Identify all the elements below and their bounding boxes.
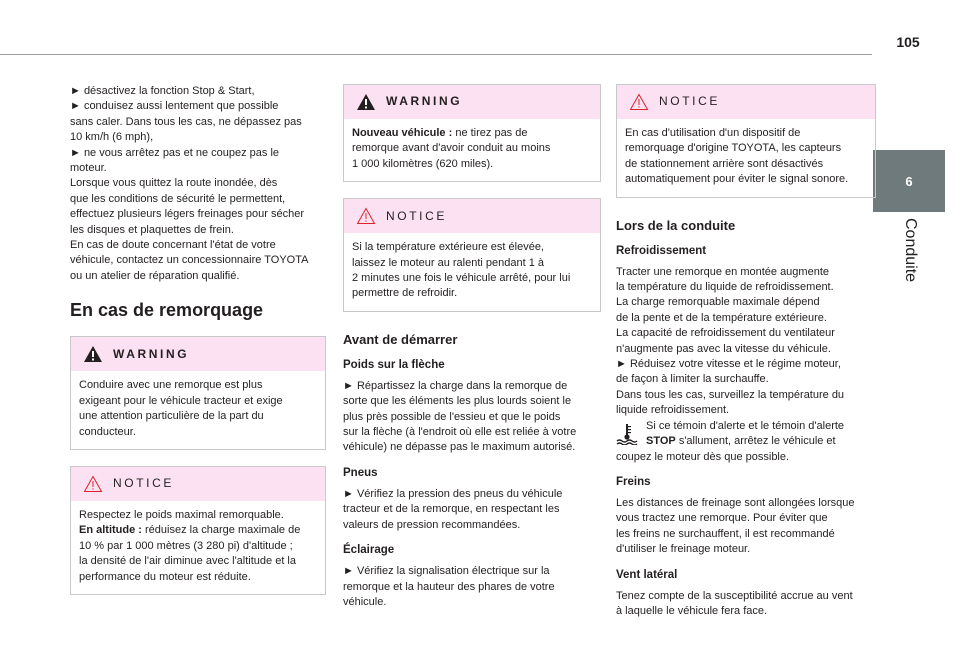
text-line: performance du moteur est réduite. [79, 570, 251, 583]
text-line: automatiquement pour éviter le signal sonore. [625, 173, 849, 186]
drawbar-text [343, 379, 601, 456]
text-line: Tracter une remorque en montée augmente [616, 265, 829, 278]
text-line: permettre de refroidir. [352, 287, 458, 300]
text-line: de stationnement arrière sont désactivés [625, 157, 824, 170]
text-line: ► désactivez la fonction Stop & Start, [70, 85, 255, 97]
text-line: Conduire avec une remorque est plus [79, 379, 263, 392]
text-line: La capacité de refroidissement du ventilateur [616, 327, 835, 340]
text-line: vous tractez une remorque. Pour éviter que [616, 512, 828, 525]
warning-header [71, 337, 325, 371]
text-line: les freins ne surchauffent, il est recommandé [616, 527, 835, 540]
text-line: la température du liquide de refroidissement. [616, 281, 834, 294]
text-line: moteur. [70, 162, 107, 175]
warning-text [71, 371, 325, 449]
alert-line: coupez le moteur dès que possible. [616, 450, 790, 463]
warning-box [70, 336, 326, 450]
header-rule [0, 54, 872, 55]
notice-box-temperature [343, 198, 601, 312]
chapter-label: Conduite [902, 218, 919, 283]
column-1 [70, 84, 326, 611]
text-line: remorquage d'origine TOYOTA, les capteurs [625, 142, 842, 155]
text-line: Tenez compte de la susceptibilité accrue au vent [616, 589, 853, 602]
coolant-alert-paragraph [616, 419, 876, 465]
column-3 [616, 84, 876, 619]
text-line: liquide refroidissement. [616, 404, 730, 417]
notice-label: NOTICE [386, 208, 447, 223]
warning-rest [352, 141, 592, 172]
notice-line-rest: réduisez la charge maximale de [141, 524, 301, 537]
subheading-crosswind: Vent latéral [616, 568, 678, 581]
text-line: ► conduisez aussi lentement que possible [70, 100, 279, 113]
coolant-temperature-icon [616, 423, 638, 445]
tyres-text [343, 487, 601, 533]
lighting-text [343, 564, 601, 610]
notice-header [71, 467, 325, 501]
warning-bold: Nouveau véhicule : [352, 127, 453, 139]
notice-icon [83, 475, 103, 493]
notice-text [71, 501, 325, 594]
text-line: remorque avant d'avoir conduit au moins [352, 142, 551, 155]
text-line: tracteur et de la remorque, en respectant les [343, 503, 560, 516]
notice-line [79, 523, 317, 538]
notice-icon [356, 207, 376, 225]
notice-label: NOTICE [113, 476, 174, 491]
chapter-tab[interactable] [873, 150, 945, 212]
text-line: ► Vérifiez la pression des pneus du véhicule [343, 487, 563, 500]
text-line: sur la flèche (à l'endroit où elle est reliée à votre [343, 426, 577, 439]
text-line: En cas d'utilisation d'un dispositif de [625, 127, 801, 139]
text-line: 10 % par 1 000 mètres (3 280 pi) d'altitude ; [79, 539, 293, 552]
text-line: de la pente et de la température extérieure. [616, 311, 827, 324]
alert-bold: STOP [646, 435, 676, 448]
text-line: 10 km/h (6 mph), [70, 131, 154, 144]
text-line: conducteur. [79, 425, 136, 438]
intro-text [70, 84, 326, 284]
notice-rest [79, 539, 317, 585]
chapter-number: 6 [905, 173, 913, 189]
text-line: que les conditions de sécurité le permettent, [70, 192, 286, 205]
text-line: ► Réduisez votre vitesse et le régime moteur, [616, 358, 841, 371]
subheading-brakes: Freins [616, 475, 651, 488]
warning-text [344, 119, 600, 181]
text-line: 2 minutes une fois le véhicule arrêté, pour lui [352, 272, 571, 285]
brakes-text [616, 496, 876, 558]
text-line: de façon à limiter la surchauffe. [616, 373, 769, 386]
alert-line-rest: s'allument, arrêtez le véhicule et [675, 435, 836, 448]
cooling-text [616, 265, 876, 419]
page-number: 105 [896, 34, 920, 50]
text-line: ► Vérifiez la signalisation électrique sur la [343, 565, 550, 578]
text-line: plus près possible de l'essieu et que le poids [343, 410, 561, 423]
notice-box [70, 466, 326, 595]
crosswind-text [616, 589, 876, 620]
notice-box-parking-sensors [616, 84, 876, 198]
warning-box-new-vehicle [343, 84, 601, 182]
text-line: ou un atelier de réparation qualifié. [70, 269, 240, 282]
text-line: Si la température extérieure est élevée, [352, 241, 544, 254]
warning-label: WARNING [386, 94, 463, 109]
text-line: n'augmente pas avec la vitesse du véhicule. [616, 342, 831, 355]
warning-label: WARNING [113, 346, 190, 361]
text-line: ► Répartissez la charge dans la remorque de [343, 379, 568, 392]
text-line: véhicule) ne dépasse pas le maximum autorisé. [343, 441, 576, 454]
section-heading-while-driving: Lors de la conduite [616, 217, 736, 233]
notice-line: Respectez le poids maximal remorquable. [79, 508, 284, 521]
section-heading-before-start: Avant de démarrer [343, 331, 458, 347]
text-line: exigeant pour le véhicule tracteur et exige [79, 394, 283, 407]
subheading-cooling: Refroidissement [616, 244, 707, 257]
text-line: effectuez plusieurs légers freinages pour sécher [70, 208, 304, 221]
subheading-tyres: Pneus [343, 466, 378, 479]
warning-icon [356, 93, 376, 111]
text-line: La charge remorquable maximale dépend [616, 296, 820, 309]
text-line: la densité de l'air diminue avec l'altitude et la [79, 555, 296, 568]
text-line: sorte que les éléments les plus lourds soient le [343, 395, 572, 408]
text-line: véhicule, contactez un concessionnaire TOYOTA [70, 254, 309, 267]
warning-line-rest: ne tirez pas de [452, 127, 528, 139]
text-line: une attention particulière de la part du [79, 410, 264, 423]
text-line: remorque et la hauteur des phares de votre [343, 580, 555, 593]
alert-line [616, 434, 876, 449]
section-heading-towing: En cas de remorquage [70, 300, 264, 321]
notice-header [617, 85, 875, 119]
text-line: Dans tous les cas, surveillez la température du [616, 388, 845, 401]
text-line: Les distances de freinage sont allongées lorsque [616, 496, 855, 509]
notice-icon [629, 93, 649, 111]
column-2 [343, 84, 601, 610]
text-line: 1 000 kilomètres (620 miles). [352, 157, 494, 170]
text-line: les disques et plaquettes de frein. [70, 223, 234, 236]
text-line: d'utiliser le freinage moteur. [616, 543, 751, 556]
subheading-drawbar-weight: Poids sur la flèche [343, 358, 445, 371]
warning-icon [83, 345, 103, 363]
text-line: valeurs de pression recommandées. [343, 518, 521, 531]
notice-label: NOTICE [659, 94, 720, 109]
warning-line [352, 126, 592, 141]
text-line: à laquelle le véhicule fera face. [616, 604, 768, 617]
warning-header [344, 85, 600, 119]
text-line: ► ne vous arrêtez pas et ne coupez pas le [70, 146, 280, 159]
text-line: laissez le moteur au ralenti pendant 1 à [352, 256, 545, 269]
notice-text [344, 233, 600, 311]
alert-line: Si ce témoin d'alerte et le témoin d'alerte [646, 419, 845, 432]
text-line: Lorsque vous quittez la route inondée, dès [70, 177, 278, 190]
subheading-lighting: Éclairage [343, 544, 395, 557]
text-line: En cas de doute concernant l'état de votre [70, 239, 276, 252]
notice-text [617, 119, 875, 197]
notice-header [344, 199, 600, 233]
notice-bold: En altitude : [79, 524, 142, 537]
text-line: sans caler. Dans tous les cas, ne dépassez pas [70, 115, 302, 128]
text-line: véhicule. [343, 595, 387, 608]
